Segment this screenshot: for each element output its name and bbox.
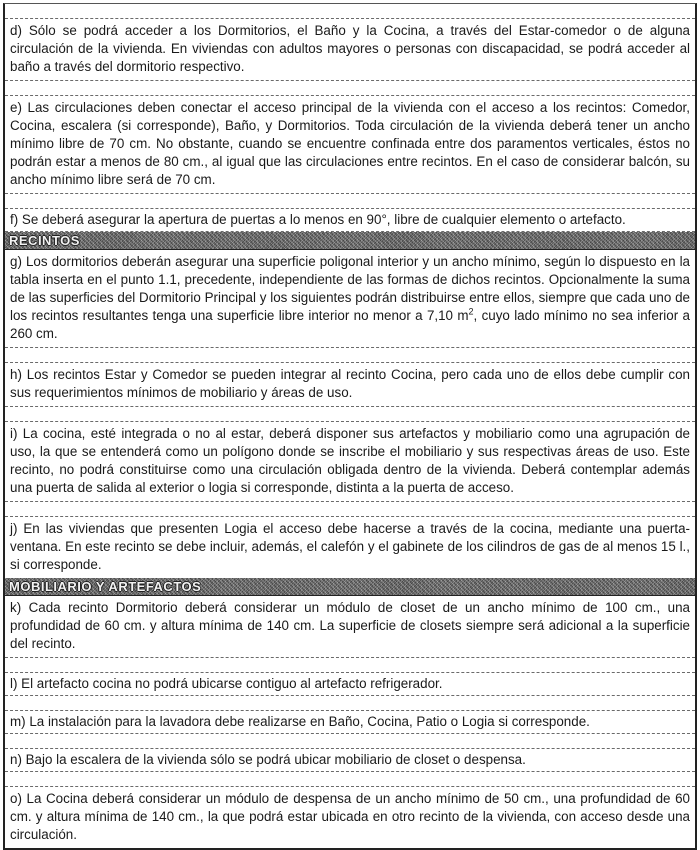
spacer-row	[5, 348, 695, 363]
item-i: i) La cocina, esté integrada o no al estar, deberá disponer sus artefactos y mobiliario como una agrupación de uso, la que se entenderá como un polígono donde se inscribe el mobiliario y sus respectivas áreas de uso. Este recinto, no podrá constituirse como una circulación obligada dentro de la vivienda. Deberá contemplar además una puerta de salida al exterior o logia si corresponde, distinta a la puerta de acceso.	[5, 422, 695, 502]
section-header-mobiliario-y-artefactos	[5, 578, 695, 596]
section-title: RECINTOS	[9, 233, 80, 248]
superscript: 2	[468, 306, 474, 317]
item-g: g) Los dormitorios deberán asegurar una superficie poligonal interior y un ancho mínimo, según lo dispuesto en la tabla inserta en el punto 1.1, precedente, independiente de las formas de dichos recintos. Opcionalmente la suma de las superficies del Dormitorio Principal y los siguientes podrán distribuirse entre ellos, siempre que cada uno de los recintos resultantes tenga una superficie libre interior no menor a 7,10 $m^2$, cuyo lado mínimo no sea inferior a 260 cm.	[5, 250, 695, 348]
item-e: e) Las circulaciones deben conectar el acceso principal de la vivienda con el acceso a los recintos: Comedor, Cocina, escalera (si corresponde), Baño, y Dormitorios. Toda circulación de la vivienda deberá tener un ancho mínimo libre de 70 cm. No obstante, cuando se encuentre confinada entre dos paramentos verticales, éstos no podrán estar a menos de 80 cm., al igual que las circulaciones entre recintos. En el caso de considerar balcón, su ancho mínimo libre será de 70 cm.	[5, 96, 695, 194]
section-title: MOBILIARIO Y ARTEFACTOS	[9, 579, 202, 594]
item-d: d) Sólo se podrá acceder a los Dormitorios, el Baño y la Cocina, a través del Estar-comedor o de alguna circulación de la vivienda. En viviendas con adultos mayores o personas con discapacidad, se podrá acceder al baño a través del dormitorio respectivo.	[5, 19, 695, 81]
item-o: o) La Cocina deberá considerar un módulo de despensa de un ancho mínimo de 50 cm., una profundidad de 60 cm. y altura mínima de 140 cm., la que podrá estar ubicada en otro recinto de la vivienda, con acceso desde una circulación.	[10, 791, 690, 842]
item-m: m) La instalación para la lavadora debe realizarse en Baño, Cocina, Patio o Logia si corresponde.	[5, 711, 695, 734]
spacer-row	[5, 194, 695, 209]
item-h: h) Los recintos Estar y Comedor se pueden integrar al recinto Cocina, pero cada uno de ellos debe cumplir con sus requerimientos mínimos de mobiliario y áreas de uso.	[5, 363, 695, 407]
requirements-table	[3, 3, 697, 850]
spacer-row	[5, 734, 695, 749]
item-f: f) Se deberá asegurar la apertura de puertas a lo menos en 90°, libre de cualquier elemento o artefacto.	[5, 209, 695, 232]
item-k: k) Cada recinto Dormitorio deberá considerar un módulo de closet de un ancho mínimo de 100 cm., una profundidad de 60 cm. y altura mínima de 140 cm. La superficie de closets siempre será adicional a la superficie del recinto.	[5, 596, 695, 658]
spacer-row	[5, 696, 695, 711]
spacer-row	[5, 407, 695, 422]
item-j: j) En las viviendas que presenten Logia el acceso debe hacerse a través de la cocina, mediante una puerta-ventana. En este recinto se debe incluir, además, el calefón y el gabinete de los cilindros de gas de al menos 15 l., si corresponde.	[10, 521, 690, 572]
spacer-row	[5, 81, 695, 96]
item-n: n) Bajo la escalera de la vivienda sólo se podrá ubicar mobiliario de closet o despensa.	[5, 749, 695, 772]
spacer-row	[5, 502, 695, 517]
spacer-row	[5, 658, 695, 673]
spacer-row	[5, 772, 695, 787]
section-header-recintos	[5, 232, 695, 250]
item-l: l) El artefacto cocina no podrá ubicarse contiguo al artefacto refrigerador.	[5, 673, 695, 696]
spacer-row	[5, 4, 695, 19]
